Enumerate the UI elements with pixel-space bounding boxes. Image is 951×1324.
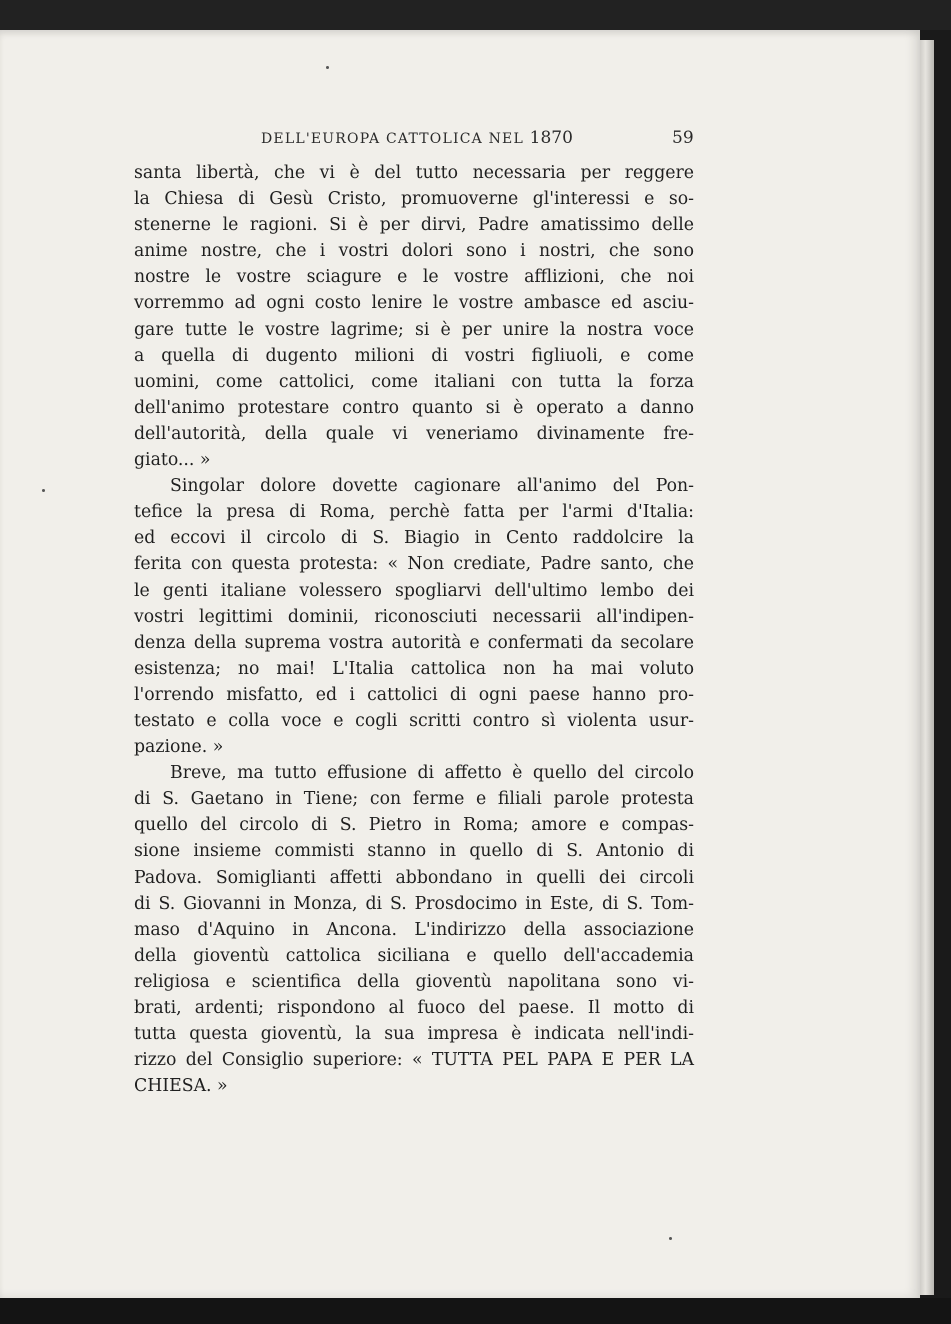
text-line: sione insieme commisti stanno in quello di S. Antonio di [134, 841, 694, 862]
running-head-text: DELL'EUROPA CATTOLICA NEL [261, 131, 524, 147]
text-line: brati, ardenti; rispondono al fuoco del paese. Il motto di [134, 998, 694, 1018]
text-line: anime nostre, che i vostri dolori sono i nostri, che sono [134, 241, 694, 262]
text-line: la Chiesa di Gesù Cristo, promuoverne gl'interessi e so- [134, 189, 694, 210]
text-line: religiosa e scientifica della gioventù napolitana sono vi- [134, 971, 694, 992]
text-line: gare tutte le vostre lagrime; si è per unire la nostra voce [134, 319, 694, 340]
paper-speck [669, 1237, 672, 1240]
text-line: Breve, ma tutto effusione di affetto è quello del circolo [170, 763, 694, 784]
text-line: giato... » [134, 450, 211, 471]
scan-bottom-border [0, 1298, 951, 1324]
paper-speck [42, 489, 45, 492]
text-line: di S. Gaetano in Tiene; con ferme e filiali parole protesta [134, 789, 694, 810]
text-line: pazione. » [134, 737, 224, 758]
body-text [134, 160, 694, 1099]
text-line: vostri legittimi dominii, riconosciuti necessarii all'indipen- [134, 606, 694, 627]
running-head-year: 1870 [529, 128, 573, 148]
page-edge [920, 40, 934, 1295]
text-line: tefice la presa di Roma, perchè fatta per l'armi d'Italia: [134, 502, 694, 523]
running-head [261, 128, 573, 148]
text-line: ed eccovi il circolo di S. Biagio in Cento raddolcire la [134, 528, 694, 549]
text-line: della gioventù cattolica siciliana e quello dell'accademia [134, 945, 694, 966]
text-line: l'orrendo misfatto, ed i cattolici di ogni paese hanno pro- [134, 684, 694, 705]
text-line: le genti italiane volessero spogliarvi dell'ultimo lembo dei [134, 580, 694, 601]
text-line: a quella di dugento milioni di vostri figliuoli, e come [134, 345, 694, 366]
paper-speck [326, 66, 329, 69]
text-line: CHIESA. » [134, 1076, 228, 1097]
text-line: dell'autorità, della quale vi veneriamo divinamente fre- [134, 423, 694, 444]
text-line: denza della suprema vostra autorità e confermati da secolare [134, 632, 694, 653]
text-line: di S. Giovanni in Monza, di S. Prosdocimo in Este, di S. Tom- [134, 893, 694, 914]
text-line: santa libertà, che vi è del tutto necessaria per reggere [134, 163, 694, 183]
text-line: esistenza; no mai! L'Italia cattolica non ha mai voluto [134, 658, 694, 679]
page-number: 59 [672, 128, 694, 148]
text-line: stenerne le ragioni. Si è per dirvi, Padre amatissimo delle [134, 215, 694, 236]
text-line: vorremmo ad ogni costo lenire le vostre ambasce ed asciu- [134, 293, 694, 314]
text-line: testato e colla voce e cogli scritti contro sì violenta usur- [134, 710, 694, 731]
text-line: rizzo del Consiglio superiore: « TUTTA PEL PAPA E PER LA [134, 1050, 694, 1071]
text-line: Padova. Somiglianti affetti abbondano in quelli dei circoli [134, 867, 694, 888]
text-line: maso d'Aquino in Ancona. L'indirizzo della associazione [134, 919, 694, 940]
text-line: ferita con questa protesta: « Non crediate, Padre santo, che [134, 554, 694, 575]
text-line: uomini, come cattolici, come italiani con tutta la forza [134, 371, 694, 392]
scan-top-border [0, 0, 951, 30]
text-line: nostre le vostre sciagure e le vostre afflizioni, che noi [134, 267, 694, 288]
text-line: tutta questa gioventù, la sua impresa è indicata nell'indi- [134, 1024, 694, 1045]
text-line: dell'animo protestare contro quanto si è operato a danno [134, 397, 694, 418]
text-line: quello del circolo di S. Pietro in Roma; amore e compas- [134, 815, 694, 836]
text-line: Singolar dolore dovette cagionare all'animo del Pon- [170, 476, 694, 497]
